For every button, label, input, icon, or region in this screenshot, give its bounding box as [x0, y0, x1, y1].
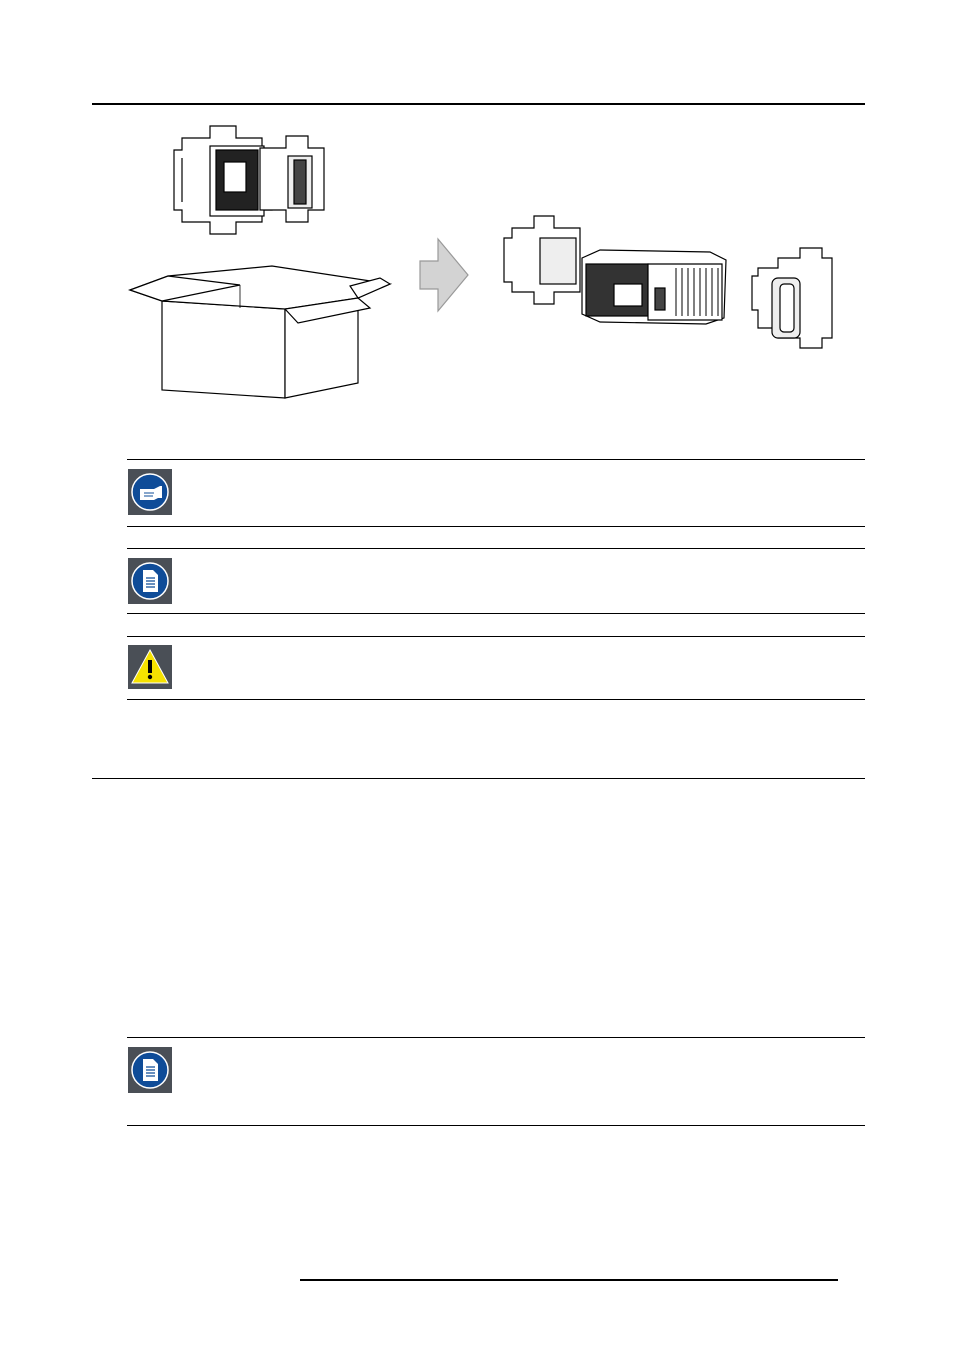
- pointing-hand-icon: [128, 469, 172, 515]
- document-icon: [128, 1047, 172, 1093]
- section-rule: [92, 778, 865, 779]
- header-rule: [92, 103, 865, 105]
- cardboard-box-icon: [130, 266, 390, 398]
- note-notice-2: [127, 1037, 865, 1126]
- arrow-right-icon: [420, 239, 468, 311]
- foam-packed-projector-icon: [174, 126, 324, 234]
- caution-notice: [127, 636, 865, 700]
- footer-rule: [300, 1279, 838, 1281]
- note-notice: [127, 548, 865, 614]
- unpacking-illustration: [120, 118, 850, 408]
- document-icon: [128, 558, 172, 604]
- tip-notice: [127, 459, 865, 527]
- projector-icon: [582, 250, 726, 324]
- warning-triangle-icon: [128, 645, 172, 689]
